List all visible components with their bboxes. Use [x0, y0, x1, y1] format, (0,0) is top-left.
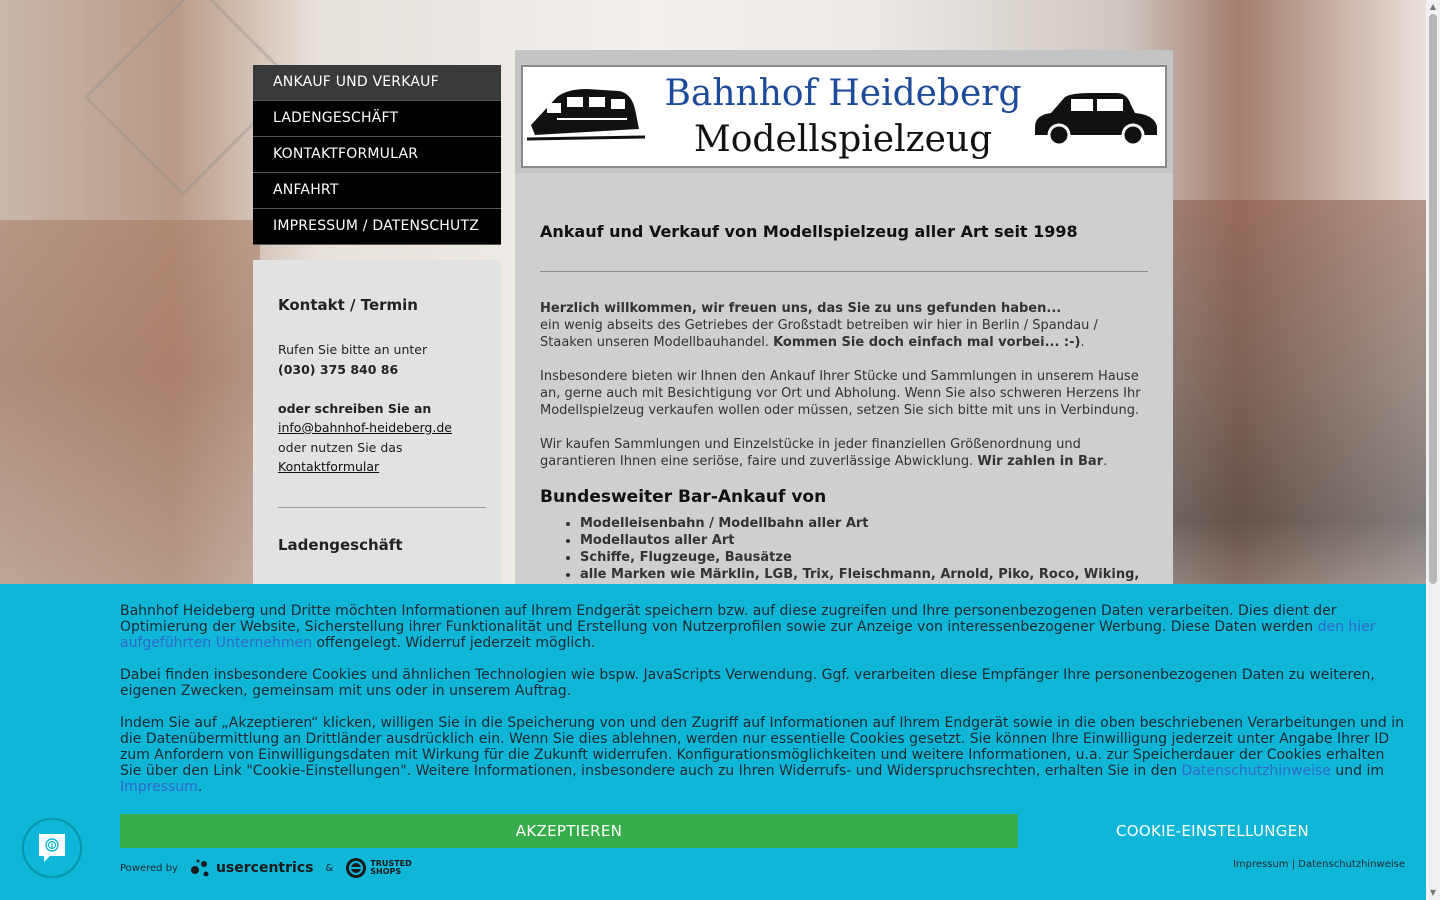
privacy-notice-link[interactable]: Datenschutzhinweise — [1181, 763, 1331, 779]
use-text: oder nutzen Sie das — [278, 439, 403, 455]
cookie-p1-end: offengelegt. Widerruf jederzeit möglich. — [311, 635, 596, 651]
nav-item-impressum-datenschutz[interactable]: IMPRESSUM / DATENSCHUTZ — [253, 209, 501, 245]
cookie-p3-end: . — [197, 779, 203, 795]
companies-link[interactable]: den hier aufgeführten Unternehmen — [120, 619, 1376, 651]
cookie-banner — [0, 584, 1426, 900]
footer-impressum-link[interactable]: Impressum — [1232, 859, 1289, 870]
cookie-paragraph-3 — [120, 715, 1410, 795]
imprint-link[interactable]: Impressum — [120, 779, 198, 795]
trusted-label-1: TRUSTED — [370, 859, 412, 868]
write-text: oder schreiben Sie an — [278, 400, 432, 416]
page-scrollbar[interactable] — [1426, 0, 1440, 900]
payment-paragraph — [540, 436, 1148, 470]
cookie-paragraph-2: Dabei finden insbesondere Cookies und ähnlichen Technologien wie bspw. JavaScripts Verwendung. Ggf. verarbeiten diese Empfänger Ihre personenbezogenen Daten zu weiteren, eigenen Zwecken, gemeinsam mit uns oder in unserem Auftrag. — [120, 667, 1375, 699]
list-item: • Modelleisenbahn / Modellbahn aller Art — [580, 515, 1148, 532]
train-icon — [527, 85, 645, 145]
powered-by-label: Powered by — [120, 862, 178, 874]
trusted-shops-e-icon — [345, 857, 367, 879]
welcome-paragraph — [540, 300, 1148, 351]
purchase-list — [580, 515, 1148, 583]
payment-end: . — [1103, 454, 1108, 469]
contact-title: Kontakt / Termin — [278, 296, 418, 314]
cookie-p1-start: Bahnhof Heideberg und Dritte möchten Informationen auf Ihrem Endgerät speichern bzw. auf diese zugreifen und Ihre personenbezogenen Daten verarbeiten. Dies dient der Optimierung der Website, Sicherstellung ihrer Funktionalität und Erstellung von Nutzerprofilen sowie zur Anzeige von interessenbezogener Werbung. Diese Daten werden — [120, 603, 1337, 635]
purchase-paragraph: Insbesondere bieten wir Ihnen den Ankauf Ihrer Stücke und Sammlungen in unserem Hause an, gerne auch mit Besichtigung vor Ort und Abholung. Wenn Sie also schweren Herzens Ihr Modellspielzeug verkaufen wollen oder müssen, setzen Sie sich bitte mit uns in Verbindung. — [540, 369, 1141, 418]
list-item: • alle Marken wie Märklin, LGB, Trix, Fleischmann, Arnold, Piko, Roco, Wiking, — [580, 566, 1148, 583]
phone-number: (030) 375 840 86 — [278, 361, 399, 377]
accept-button[interactable]: AKZEPTIEREN — [120, 814, 1018, 848]
cookie-footer-links — [1233, 859, 1405, 870]
trusted-label-2: SHOPS — [370, 867, 402, 876]
cookie-text — [120, 603, 1410, 811]
list-item: • Schiffe, Flugzeuge, Bausätze — [580, 549, 1148, 566]
usercentrics-dots-icon — [190, 858, 212, 878]
call-text: Rufen Sie bitte an unter — [278, 342, 428, 357]
nav-item-ankauf-verkauf[interactable]: ANKAUF UND VERKAUF — [253, 65, 501, 101]
trusted-shops-label — [370, 860, 411, 876]
cookie-p3-mid: und im — [1330, 763, 1384, 779]
logo-title: Bahnhof Heideberg — [664, 73, 1022, 114]
privacy-settings-button[interactable] — [22, 818, 82, 878]
nav-item-ladengeschaeft[interactable]: LADENGESCHÄFT — [253, 101, 501, 137]
cash-payment: Wir zahlen in Bar — [977, 454, 1104, 469]
purchase-subheading: Bundesweiter Bar-Ankauf von — [540, 487, 827, 507]
scroll-up-arrow-icon[interactable]: ▲ — [1429, 2, 1437, 11]
list-item: • Modellautos aller Art — [580, 532, 1148, 549]
cookie-paragraph-1 — [120, 603, 1410, 651]
welcome-bold: Herzlich willkommen, wir freuen uns, das Sie zu uns gefunden haben... — [540, 301, 1062, 316]
sidebar-divider — [278, 507, 486, 508]
article — [540, 222, 1148, 583]
trusted-shops-logo[interactable] — [345, 857, 411, 879]
powered-amp: & — [325, 862, 334, 874]
scroll-thumb[interactable] — [1429, 14, 1437, 584]
cookie-p3-start: Indem Sie auf „Akzeptieren“ klicken, willigen Sie in die Speicherung von und den Zugriff auf Informationen auf Ihrem Endgerät sowie in die oben beschriebenen Verarbeitungen und in die Datenübermittlung an Drittländer ausdrücklich ein. Wenn Sie dies ablehnen, werden nur essentielle Cookies gesetzt. Sie können Ihre Einwilligung jederzeit unter Angabe Ihrer ID zum Anfordern von Einwilligungsdaten mit Wirkung für die Zukunft widerrufen. Konfigurationsmöglichkeiten und weitere Informationen, u.a. zur Speicherdauer der Cookies erhalten Sie über den Link "Cookie-Einstellungen". Weitere Informationen, insbesondere auch zu Ihren Widerrufs- und Widerspruchsrechten, erhalten Sie in den — [120, 715, 1404, 779]
scroll-down-arrow-icon[interactable]: ▼ — [1429, 888, 1437, 897]
welcome-end: . — [1080, 335, 1085, 350]
sidebar — [253, 260, 501, 600]
car-icon — [1031, 91, 1161, 147]
welcome-visit: Kommen Sie doch einfach mal vorbei... :-) — [773, 335, 1081, 350]
welcome-text: ein wenig abseits des Getriebes der Großstadt betreiben wir hier in Berlin / Spandau / Staaken unseren Modellbauhandel. — [540, 318, 1098, 350]
logo-subtitle: Modellspielzeug — [693, 119, 993, 160]
cookie-settings-button[interactable]: COOKIE-EINSTELLUNGEN — [1115, 822, 1309, 840]
main-navigation — [253, 65, 501, 245]
main-content-area — [515, 50, 1173, 600]
footer-privacy-link[interactable]: Datenschutzhinweise — [1298, 859, 1405, 870]
usercentrics-label: usercentrics — [215, 860, 314, 876]
title-divider — [540, 271, 1148, 272]
nav-item-anfahrt[interactable]: ANFAHRT — [253, 173, 501, 209]
logo-frame — [515, 50, 1173, 173]
page-title: Ankauf und Verkauf von Modellspielzeug aller Art seit 1998 — [540, 222, 1078, 241]
background-locomotive-right — [1172, 200, 1426, 600]
powered-by — [120, 854, 412, 882]
background-locomotive-left — [0, 220, 260, 600]
payment-text: Wir kaufen Sammlungen und Einzelstücke in jeder finanziellen Größenordnung und garantieren Ihnen eine seriöse, faire und zuverlässige Abwicklung. — [540, 437, 1081, 469]
shop-title: Ladengeschäft — [278, 535, 403, 554]
footer-separator: | — [1288, 859, 1299, 870]
email-link[interactable]: info@bahnhof-heideberg.de — [278, 420, 452, 435]
fingerprint-icon — [36, 831, 68, 865]
usercentrics-logo[interactable] — [190, 858, 314, 878]
nav-item-kontaktformular[interactable]: KONTAKTFORMULAR — [253, 137, 501, 173]
site-logo[interactable] — [521, 65, 1167, 168]
contact-form-link[interactable]: Kontaktformular — [278, 459, 380, 474]
